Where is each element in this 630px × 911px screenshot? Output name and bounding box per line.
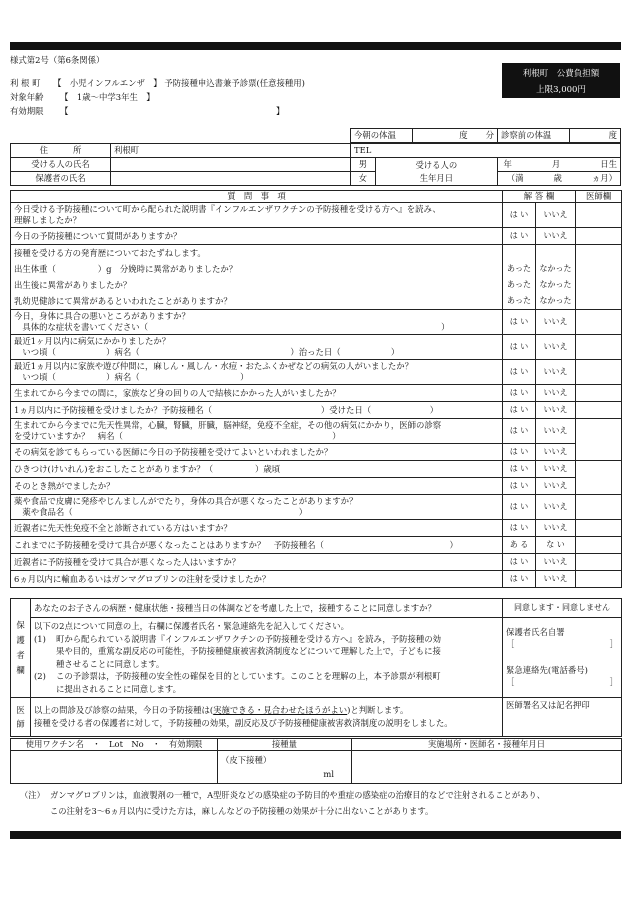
site-field[interactable]: [352, 751, 622, 784]
doctor-check-cell[interactable]: [576, 536, 622, 553]
vaccine-bracket: 【 小児インフルエンザ 】: [53, 78, 162, 88]
emergency-contact-bracket[interactable]: [506, 676, 618, 688]
answer-option[interactable]: は い: [503, 384, 536, 401]
temp-deg: 度: [459, 130, 468, 141]
doctor-check-cell[interactable]: [576, 244, 622, 309]
question-line: 生まれてから今までの間に，家族など身の回りの人で結核にかかった人がいましたか？: [14, 387, 341, 398]
doctor-section-char-1: 医: [16, 705, 25, 715]
question-line: 今日受ける予防接種について町から配られた説明書『インフルエンザワクチンの予防接種を受ける方へ』を読み、: [14, 203, 441, 214]
question-text: [11, 384, 503, 401]
consent-table: [10, 598, 622, 737]
doctor-explanation: 接種を受ける者の保護者に対して，予防接種の効果，副反応及び予防接種健康被害救済制度の説明をしました。: [34, 718, 453, 728]
guardian-section-char-1: 保: [16, 620, 25, 630]
answer-option[interactable]: な い: [536, 536, 576, 553]
fee-line1: 利根町 公費負担額: [522, 69, 600, 79]
birth-label-1: 受ける人の: [415, 159, 458, 170]
question-row: [11, 401, 622, 418]
question-row: [11, 570, 622, 587]
doctor-check-cell[interactable]: [576, 460, 622, 494]
answer-option[interactable]: いいえ: [536, 443, 576, 460]
age-label: 対象年齢: [10, 92, 44, 102]
question-line: 薬や食品で皮膚に発疹やじんましんがでたり，身体の具合が悪くなったことがありますか？: [14, 495, 358, 506]
note-line-1: [20, 787, 620, 803]
question-text: [11, 570, 503, 587]
question-row: [11, 519, 622, 536]
personal-info-table: [10, 143, 621, 186]
fee-box: [502, 63, 620, 98]
question-text: [11, 309, 503, 334]
temp-pre-deg: 度: [608, 130, 617, 141]
guardian-name-field[interactable]: [111, 172, 351, 186]
answer-option[interactable]: なかった: [536, 261, 576, 277]
dose-unit: ml: [323, 769, 334, 779]
consent-item-2-no: (2): [34, 671, 46, 681]
question-row: [11, 553, 622, 570]
form-number: 様式第2号（第6条関係）: [10, 55, 105, 65]
consent-question: あなたのお子さんの病歴・健康状態・接種当日の体調などを考慮した上で，接種することに同意しますか？: [31, 599, 503, 618]
question-line: 近親者に先天性免疫不全と診断されている方はいますか？: [14, 522, 232, 533]
question-text: [11, 494, 503, 519]
answer-option[interactable]: いいえ: [536, 570, 576, 587]
judgement-pre: 以上の問診及び診察の結果，今日の予防接種は(: [34, 705, 214, 715]
answer-option[interactable]: いいえ: [536, 401, 576, 418]
recipient-name-label: 受ける人の氏名: [11, 158, 111, 172]
tel-field[interactable]: [375, 144, 621, 158]
doctor-check-cell[interactable]: [576, 227, 622, 244]
question-text: [11, 519, 503, 536]
note-text-1: ガンマグロブリンは，血液製剤の一種で，A型肝炎などの感染症の予防目的や重症の感染症の治療目的などで注射されることがあり、: [50, 790, 546, 800]
question-text: [11, 401, 503, 418]
doctor-check-cell[interactable]: [576, 309, 622, 334]
question-line: を受けていますか？ 病名（ ）: [14, 430, 341, 441]
valid-close: 】: [276, 106, 285, 116]
dose-field[interactable]: [218, 751, 352, 784]
consent-item-1-line-2: 果や目的，重篤な副反応の可能性，予防接種健康被害救済制度などについて理解した上で，子どもに接: [56, 646, 441, 656]
doctor-check-cell[interactable]: [576, 359, 622, 384]
question-row: [11, 244, 622, 261]
answer-option[interactable]: いいえ: [536, 494, 576, 519]
question-line: いつ頃（ ）病名（ ）: [14, 371, 249, 382]
answer-option[interactable]: は い: [503, 494, 536, 519]
consent-item-2: [34, 670, 499, 695]
dose-header: 接種量: [218, 739, 352, 751]
age-month: ヵ月）: [591, 173, 617, 184]
question-row: [11, 494, 622, 519]
consent-item-2-line-1: この予診票は，予防接種の安全性の確保を目的としています。このことを理解の上，本予診票が利根町: [56, 671, 441, 681]
guardian-section-char-4: 欄: [16, 665, 25, 675]
answer-option[interactable]: いいえ: [536, 477, 576, 494]
doctor-sign-area[interactable]: 医師署名又は記名押印: [503, 698, 622, 737]
doctor-section-label: [11, 698, 31, 737]
answer-option[interactable]: いいえ: [536, 359, 576, 384]
route-label: （皮下接種）: [221, 755, 272, 765]
doctor-judgement: [31, 698, 503, 737]
question-line: 薬や食品名（ ）: [14, 506, 308, 517]
consent-item-1-no: (1): [34, 633, 46, 644]
question-text: [11, 277, 503, 293]
question-text: [11, 227, 503, 244]
emergency-contact-label: 緊急連絡先(電話番号): [506, 665, 588, 675]
age-field[interactable]: [498, 172, 621, 186]
temp-today-label: 今朝の体温: [351, 129, 413, 143]
doctor-section-char-2: 師: [16, 719, 25, 729]
answer-option[interactable]: いいえ: [536, 460, 576, 477]
consent-intro: 以下の2点について同意の上，右欄に保護者氏名・緊急連絡先を記入してください。: [34, 621, 350, 631]
question-text: [11, 244, 503, 261]
recipient-name-field[interactable]: [111, 158, 351, 172]
answer-col-header: 解 答 欄: [503, 191, 576, 203]
temp-pre-field[interactable]: [570, 129, 621, 143]
question-line: これまでに予防接種を受けて具合が悪くなったことはありますか？ 予防接種名（ ）: [14, 539, 458, 550]
question-line: いつ頃（ ）病名（ ）治った日（ ）: [14, 346, 400, 357]
question-col-header: 質 問 事 項: [11, 191, 503, 203]
question-line: ひきつけ(けいれん)をおこしたことがありますか？（ ）歳頃: [14, 463, 281, 474]
town-name: 利 根 町: [10, 78, 41, 88]
question-line: 最近1ヵ月以内に家族や遊び仲間に，麻しん・風しん・水痘・おたふくかぜなどの病気の人がいましたか？: [14, 360, 413, 371]
question-line: 今日の予防接種について質問がありますか？: [14, 230, 182, 241]
valid-label: 有効期限: [10, 106, 44, 116]
question-line: 最近1ヶ月以内に病気にかかりましたか？: [14, 335, 171, 346]
guardian-section-char-3: 者: [16, 650, 25, 660]
question-text: [11, 553, 503, 570]
answer-option[interactable]: いいえ: [536, 418, 576, 443]
answer-option[interactable]: は い: [503, 202, 536, 227]
doctor-check-cell[interactable]: [576, 384, 622, 401]
question-text: [11, 202, 503, 227]
doctor-check-cell[interactable]: [576, 519, 622, 536]
answer-option[interactable]: あ る: [503, 536, 536, 553]
question-row: [11, 460, 622, 477]
fee-line2: 上限3,000円: [536, 85, 586, 95]
contact-bracket-open: ［: [506, 677, 515, 687]
birth-date-field[interactable]: [498, 158, 621, 172]
questionnaire-table: [10, 190, 622, 588]
question-row: [11, 334, 622, 359]
doctor-judgement-line-1: [34, 704, 499, 717]
question-line: 生まれてから今までに先天性異常，心臓，腎臓，肝臓，脳神経，免疫不全症，その他の病気にかかり，医師の診察: [14, 419, 442, 430]
answer-blank: [503, 244, 536, 261]
consent-details: [31, 618, 503, 698]
guardian-sign-area[interactable]: [503, 618, 622, 698]
question-text: [11, 536, 503, 553]
consent-answer[interactable]: 同意します・同意しません: [503, 599, 622, 618]
guardian-sign-bracket[interactable]: [506, 638, 618, 650]
sign-bracket-open: ［: [506, 639, 515, 649]
answer-option[interactable]: は い: [503, 309, 536, 334]
question-text: [11, 443, 503, 460]
birth-month: 月: [551, 159, 561, 170]
answer-option[interactable]: いいえ: [536, 309, 576, 334]
birth-label: [375, 158, 498, 186]
answer-option[interactable]: は い: [503, 553, 536, 570]
vaccine-record-table: [10, 738, 622, 784]
guardian-name-label: 保護者の氏名: [11, 172, 111, 186]
answer-option[interactable]: は い: [503, 227, 536, 244]
address-field[interactable]: 利根町: [111, 144, 351, 158]
birth-label-2: 生年月日: [419, 172, 454, 183]
answer-option[interactable]: は い: [503, 443, 536, 460]
answer-option[interactable]: いいえ: [536, 553, 576, 570]
question-line: 具体的な症状を書いてください（ ）: [14, 321, 450, 332]
vaccine-name-field[interactable]: [11, 751, 218, 784]
question-row: [11, 536, 622, 553]
question-row: [11, 443, 622, 460]
answer-option[interactable]: は い: [503, 477, 536, 494]
question-row: [11, 277, 622, 293]
vaccine-name-header: 使用ワクチン名 ・ Lot No ・ 有効期限: [11, 739, 218, 751]
consent-item-1-text: [56, 633, 441, 671]
contact-bracket-close: ］: [609, 677, 618, 687]
form-title: 予防接種申込書兼予診票(任意接種用): [164, 78, 305, 88]
note-line-2: この注射を3〜6ヵ月以内に受けた方は，麻しんなどの予防接種の効果が十分に出ないことがあります。: [50, 806, 434, 816]
valid-line: [10, 106, 69, 117]
answer-option[interactable]: なかった: [536, 293, 576, 310]
question-row: [11, 384, 622, 401]
consent-item-2-text: [56, 670, 441, 695]
sign-bracket-close: ］: [609, 639, 618, 649]
answer-option[interactable]: あった: [503, 277, 536, 293]
bottom-bar: [10, 831, 621, 839]
questionnaire-header: [11, 191, 622, 203]
question-row: [11, 202, 622, 227]
answer-option[interactable]: いいえ: [536, 334, 576, 359]
address-label: 住 所: [11, 144, 111, 158]
age-sai: 歳: [553, 173, 562, 184]
guardian-section-label: [11, 599, 31, 698]
site-header: 実施場所・医師名・接種年月日: [352, 739, 622, 751]
question-row: [11, 261, 622, 277]
title-line: [10, 78, 305, 89]
temperature-table: [350, 128, 621, 143]
question-line: 6ヵ月以内に輸血あるいはガンマグロブリンの注射を受けましたか？: [14, 573, 271, 584]
question-text: [11, 418, 503, 443]
doctor-check-cell[interactable]: [576, 401, 622, 418]
question-row: [11, 293, 622, 310]
question-row: [11, 359, 622, 384]
consent-item-1-line-3: 種させることに同意します。: [56, 658, 165, 669]
question-line: 接種を受ける方の発育歴についておたずねします。: [14, 247, 206, 258]
question-text: [11, 261, 503, 277]
doctor-check-cell[interactable]: [576, 553, 622, 570]
answer-option[interactable]: あった: [503, 261, 536, 277]
question-row: [11, 227, 622, 244]
age-value: 【 1歳〜中学3年生 】: [60, 92, 155, 102]
answer-option[interactable]: いいえ: [536, 384, 576, 401]
judgement-options[interactable]: 実施できる・見合わせたほうがよい: [213, 705, 348, 715]
question-text: [11, 460, 503, 477]
doctor-col-header: 医師欄: [576, 191, 622, 203]
answer-option[interactable]: は い: [503, 418, 536, 443]
consent-item-1: [34, 633, 499, 671]
doctor-check-cell[interactable]: [576, 494, 622, 519]
question-line: 出生後に異常がありましたか？: [14, 279, 132, 290]
answer-option[interactable]: いいえ: [536, 227, 576, 244]
guardian-sign-label: 保護者氏名自署: [506, 627, 565, 637]
question-line: 近親者に予防接種を受けて具合が悪くなった人はいますか？: [14, 556, 241, 567]
answer-option[interactable]: は い: [503, 519, 536, 536]
temp-min: 分: [485, 130, 494, 141]
question-text: [11, 359, 503, 384]
age-line: [10, 92, 155, 103]
doctor-check-cell[interactable]: [576, 418, 622, 460]
guardian-section-char-2: 護: [16, 635, 25, 645]
note-mark: （注）: [20, 790, 45, 800]
temp-pre-label: 診察前の体温: [498, 129, 570, 143]
temp-today-field[interactable]: [413, 129, 498, 143]
question-line: 今日，身体に具合の悪いところがありますか？: [14, 310, 190, 321]
top-bar: [10, 42, 621, 50]
answer-option[interactable]: いいえ: [536, 202, 576, 227]
question-row: [11, 418, 622, 443]
question-line: その病気を診てもらっている医師に今日の予防接種を受けてよいといわれましたか？: [14, 446, 333, 457]
answer-blank: [536, 244, 576, 261]
answer-option[interactable]: は い: [503, 359, 536, 384]
question-line: 理解しましたか？: [14, 214, 81, 225]
question-line: 乳幼児健診にて異常があるといわれたことがありますか？: [14, 295, 232, 306]
question-row: [11, 477, 622, 494]
doctor-check-cell[interactable]: [576, 334, 622, 359]
answer-option[interactable]: は い: [503, 401, 536, 418]
sex-male[interactable]: 男: [351, 158, 376, 172]
doctor-check-cell[interactable]: [576, 570, 622, 587]
judgement-post: )と判断します。: [347, 705, 409, 715]
valid-open: 【: [60, 106, 69, 116]
sex-female[interactable]: 女: [351, 172, 376, 186]
question-text: [11, 334, 503, 359]
question-line: 1ヵ月以内に予防接種を受けましたか？予防接種名（ ）受けた日（ ）: [14, 404, 439, 415]
answer-option[interactable]: あった: [503, 293, 536, 310]
tel-label: TEL: [351, 144, 376, 158]
answer-option[interactable]: は い: [503, 460, 536, 477]
question-line: 出生体重（ ）g 分娩時に異常がありましたか？: [14, 263, 238, 274]
answer-option[interactable]: いいえ: [536, 519, 576, 536]
answer-option[interactable]: は い: [503, 570, 536, 587]
birth-year: 年: [503, 159, 512, 170]
answer-option[interactable]: は い: [503, 334, 536, 359]
birth-day: 日生: [600, 159, 617, 170]
consent-item-1-line-1: 町から配られている説明書『インフルエンザワクチンの予防接種を受ける方へ』を読み，予防接種の効: [56, 633, 441, 644]
notes: [20, 787, 620, 819]
question-text: [11, 293, 503, 310]
question-text: [11, 477, 503, 494]
question-row: [11, 309, 622, 334]
age-open: （満: [506, 173, 524, 184]
question-line: そのとき熱がでましたか？: [14, 480, 115, 491]
consent-item-2-line-2: に提出されることに同意します。: [56, 683, 181, 694]
answer-option[interactable]: なかった: [536, 277, 576, 293]
doctor-check-cell[interactable]: [576, 202, 622, 227]
